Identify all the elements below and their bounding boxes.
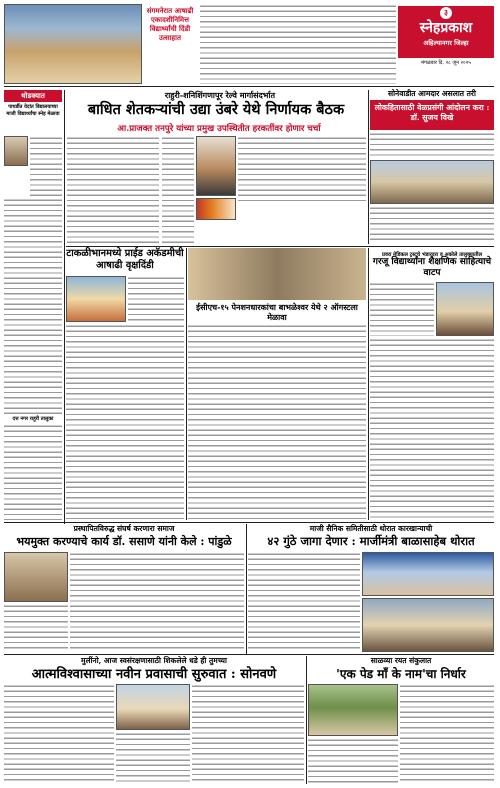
rail-subheadline: आ.प्राजक्त तनपुरे यांच्या प्रमुख उपस्थितीत हरकतींवर होणार चर्चा <box>117 124 321 134</box>
mla-headline: लोकहितासाठी वेळप्रसंगी आंदोलन करा : डॉ. सुजय विखे <box>374 103 490 122</box>
sonawane-kicker: मुलींनो, आज स्वसंरक्षणासाठी शिकलेले धडे ही तुमच्या <box>81 656 227 665</box>
top-strip-body <box>200 4 396 84</box>
mla-headline-bar <box>370 100 494 130</box>
rail-body-left <box>67 136 159 244</box>
dindi-body-a <box>128 276 184 322</box>
sonawane-body-c <box>192 684 304 784</box>
education-body <box>370 282 434 336</box>
pandule-body-2 <box>4 604 68 652</box>
sonawane-body-a <box>4 684 114 784</box>
sonawane-headline: आत्मविश्वासाच्या नवीन प्रवासाची सुरुवात : सोनवणे <box>31 667 277 682</box>
mla-photo <box>370 160 494 204</box>
sidebar-news2-headline: दत्त नगर राहुरी तालुका <box>12 416 54 422</box>
thorat-body-a <box>248 552 360 652</box>
tree-headline: 'एक पेड माँ के नाम'चा निर्धार <box>336 667 466 681</box>
rail-body-right <box>238 136 366 204</box>
education-body-2 <box>370 338 494 520</box>
mla-body-top <box>370 132 494 158</box>
thorat-headline: ४२ गुंठे जागा देणार : मार्जीमंत्री बाळासाहेब थोरात <box>267 534 475 548</box>
tree-body-a <box>400 684 494 784</box>
dindi-headline: टाकळीभानमध्ये प्राईड अकॅडमीची आषाढी वृक्षदिंडी <box>66 248 184 271</box>
dindi-top-photo <box>4 4 142 84</box>
sidebar-title-bar <box>4 90 62 102</box>
date-line: मंगळवार दि. २८ जून २०२५ <box>421 60 471 66</box>
tree-body-b <box>308 738 398 784</box>
sidebar-body-2 <box>4 198 62 414</box>
rail-headline: बाधित शेतकऱ्यांची उद्या उंबरे येथे निर्णायक बैठक <box>87 101 345 118</box>
thorat-photo-1 <box>362 552 494 596</box>
page-number: ३ <box>440 7 452 19</box>
tree-photo <box>308 684 398 736</box>
pandule-photo <box>4 552 68 602</box>
sidebar-photo <box>4 136 28 166</box>
pension-body <box>188 324 366 520</box>
pandule-kicker: प्रस्थापितविरुद्ध संघर्ष करणारा समाज <box>73 524 175 533</box>
masthead <box>398 6 494 58</box>
sidebar-body-3 <box>4 424 62 520</box>
pension-headline: ईसीएच-१५ पेनशनधारकांचा बाभळेश्वर येथे २ ऑगस्टला मेळावा <box>196 302 358 322</box>
rail-portrait <box>196 136 236 196</box>
sidebar-news1-headline: पाथर्डीत वेदांत विद्यालयाच्या माजी विद्यार्थ्यांचा स्नेह मेळावा <box>6 104 60 117</box>
tree-kicker: साळव्या रयत संकुलात <box>370 656 432 665</box>
top-left-headline: संगमनेरात आषाढी एकादशीनिमित्त विद्यार्थ्यांची दिंडी उत्साहात <box>146 6 194 42</box>
education-photo <box>436 282 494 336</box>
dindi-photo <box>66 276 126 322</box>
rail-body-mid <box>162 136 194 244</box>
thorat-kicker: माजी सैनिक समितीसाठी थोरात कारखान्याची <box>309 524 433 533</box>
mla-kicker: सोनेवाडीत आमदार असलात तरी <box>388 89 476 98</box>
mla-body <box>370 206 494 244</box>
brand-sub: अहिल्यानगर जिल्हा <box>423 39 469 47</box>
pandule-body <box>70 552 244 652</box>
sidebar-body <box>30 136 62 196</box>
education-kicker: प्रवरा मेडिकल ट्रस्टचे भंडारदरा व अकोले तालुक्यातील <box>382 252 482 258</box>
sonawane-body-b <box>116 732 190 784</box>
sidebar-title: थोडक्यात <box>21 92 45 100</box>
rail-kicker: राहुरी-शनिशिंगणापूर रेल्वे मार्गासंदर्भात <box>164 90 276 100</box>
sonawane-photo <box>116 684 190 730</box>
pension-photos <box>188 248 366 300</box>
brand-name: स्नेहप्रकाश <box>419 20 473 36</box>
education-headline: गरजू विद्यार्थ्यांना शैक्षणिक साहित्याचे वाटप <box>372 257 492 278</box>
rail-train-photo <box>196 198 236 220</box>
thorat-photo-2 <box>362 598 494 652</box>
dindi-body-b <box>66 324 184 520</box>
pandule-headline: भयमुक्त करण्याचे कार्य डॉ. ससाणे यांनी केले : पांडुळे <box>16 535 232 548</box>
